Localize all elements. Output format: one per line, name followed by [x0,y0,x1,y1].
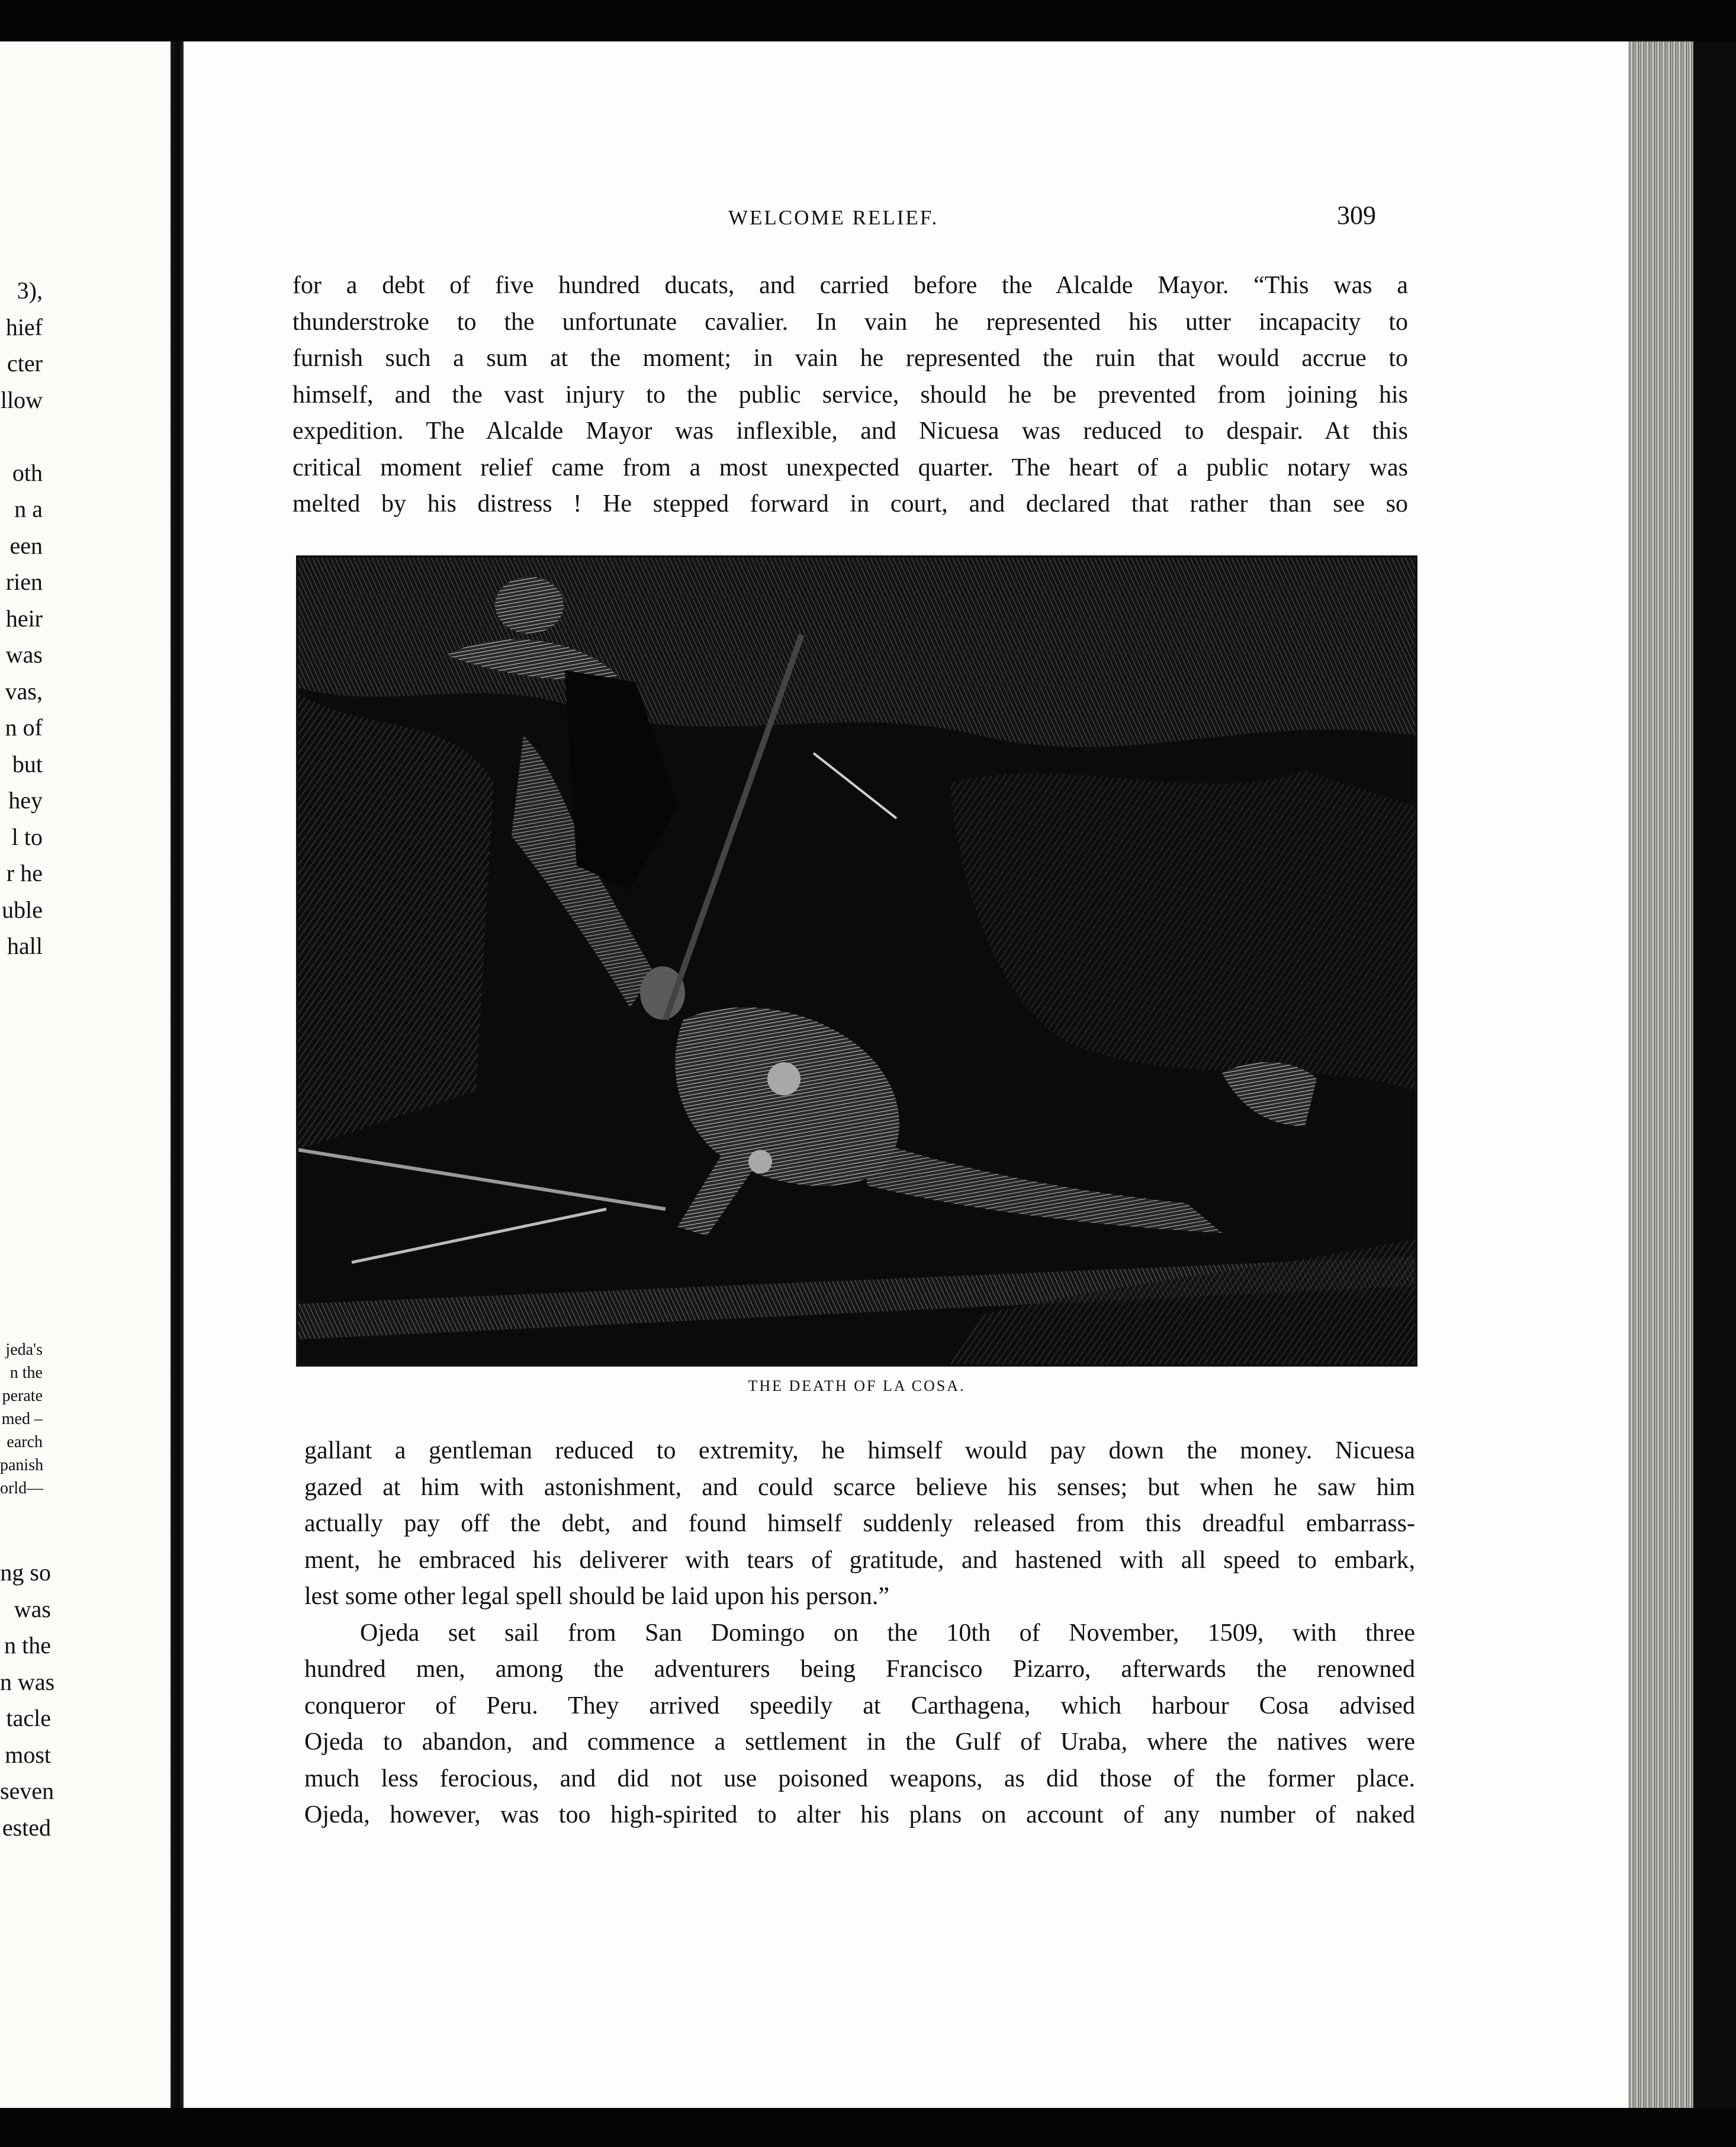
text-line: much less ferocious, and did not use poisoned weapons, as did those of the former place. [304,1764,1415,1792]
previous-page-fragment [0,41,172,2108]
previous-page-line: r he [6,860,43,886]
previous-page-line: vas, [5,677,43,705]
previous-page-caption-line: n the [9,1364,43,1382]
previous-page-line: heir [5,605,43,632]
text-line: conqueror of Peru. They arrived speedily at Carthagena, which harbour Cosa advised [304,1692,1415,1719]
text-line: melted by his distress ! He stepped forward in court, and declared that rather than see so [292,490,1408,518]
previous-page-line: ested [2,1814,51,1841]
previous-page-line: hief [5,313,43,340]
previous-page-line [0,418,172,455]
previous-page-column-top [0,272,172,965]
scan-top-margin [0,0,1736,41]
text-line: critical moment relief came from a most unexpected quarter. The heart of a public notary was [292,454,1408,481]
previous-page-caption-line: panish [0,1456,44,1474]
previous-page-line: was [5,641,43,668]
previous-page-line: n the [4,1632,51,1659]
engraving-image [298,558,1415,1364]
previous-page-line: ng so [0,1559,51,1586]
previous-page-line: n a [14,496,43,522]
paragraph-top [292,268,1408,523]
paragraph-bottom [304,1433,1415,1834]
previous-page-line: l to [11,823,43,850]
text-line: ment, he embraced his deliverer with tears of gratitude, and hastened with all speed to embark, [304,1546,1415,1574]
previous-page-line: most [5,1741,51,1768]
illustration-caption: THE DEATH OF LA COSA. [748,1377,966,1394]
previous-page-line: 3), [17,277,43,304]
previous-page-caption-line: jeda's [5,1341,43,1359]
previous-page-line: uble [2,896,43,923]
previous-page-line: but [12,750,43,777]
scan-bottom-margin [0,2108,1736,2147]
text-line: Ojeda, however, was too high-spirited to alter his plans on account of any number of naked [304,1801,1415,1828]
text-line: gazed at him with astonishment, and could scarce believe his senses; but when he saw him [304,1473,1415,1501]
text-line: Ojeda to abandon, and commence a settlement in the Gulf of Uraba, where the natives were [304,1728,1415,1756]
previous-page-caption-line: perate [2,1387,43,1405]
previous-page-line: was [14,1595,51,1622]
text-line: furnish such a sum at the moment; in vain he represented the ruin that would accrue to [292,345,1408,372]
text-line: for a debt of five hundred ducats, and carried before the Alcalde Mayor. “This was a [292,272,1408,299]
previous-page-line: hey [8,787,43,814]
previous-page-line: oth [12,459,43,486]
running-head: WELCOME RELIEF. [728,206,939,229]
previous-page-line: hall [7,933,43,959]
previous-page-line: seven [0,1778,54,1804]
previous-page-caption-line: orld— [0,1479,44,1497]
previous-page-line: tacle [6,1705,51,1731]
text-line-indent: Ojeda set sail from San Domingo on the 10th of November, 1509, with three [360,1619,1415,1647]
previous-page-line: llow [0,386,43,413]
previous-page-line: een [9,532,43,559]
previous-page-caption-line: med – [1,1410,43,1428]
previous-page-line: rien [5,568,43,595]
text-line: lest some other legal spell should be laid upon his person.” [304,1583,889,1610]
text-line: hundred men, among the adventurers being Francisco Pizarro, afterwards the renowned [304,1656,1415,1683]
previous-page-line: n of [5,714,43,741]
text-line: actually pay off the debt, and found himself suddenly released from this dreadful embarrass- [304,1510,1415,1537]
text-line: expedition. The Alcalde Mayor was inflexible, and Nicuesa was reduced to despair. At this [292,417,1408,445]
previous-page-caption-line: earch [7,1433,43,1451]
page-number: 309 [1337,201,1376,230]
previous-page-column-bottom [0,1554,172,1846]
book-gutter [171,41,184,2108]
previous-page-line: n was [0,1668,55,1695]
text-line: gallant a gentleman reduced to extremity, he himself would pay down the money. Nicuesa [304,1437,1415,1464]
previous-page-line: cter [7,350,43,377]
previous-page-caption [0,1338,172,1500]
engraving-death-of-la-cosa [296,555,1417,1367]
scan-right-margin [1693,41,1736,2108]
text-line: himself, and the vast injury to the public service, should he be prevented from joining his [292,381,1408,409]
text-line: thunderstroke to the unfortunate cavalier. In vain he represented his utter incapacity to [292,308,1408,336]
